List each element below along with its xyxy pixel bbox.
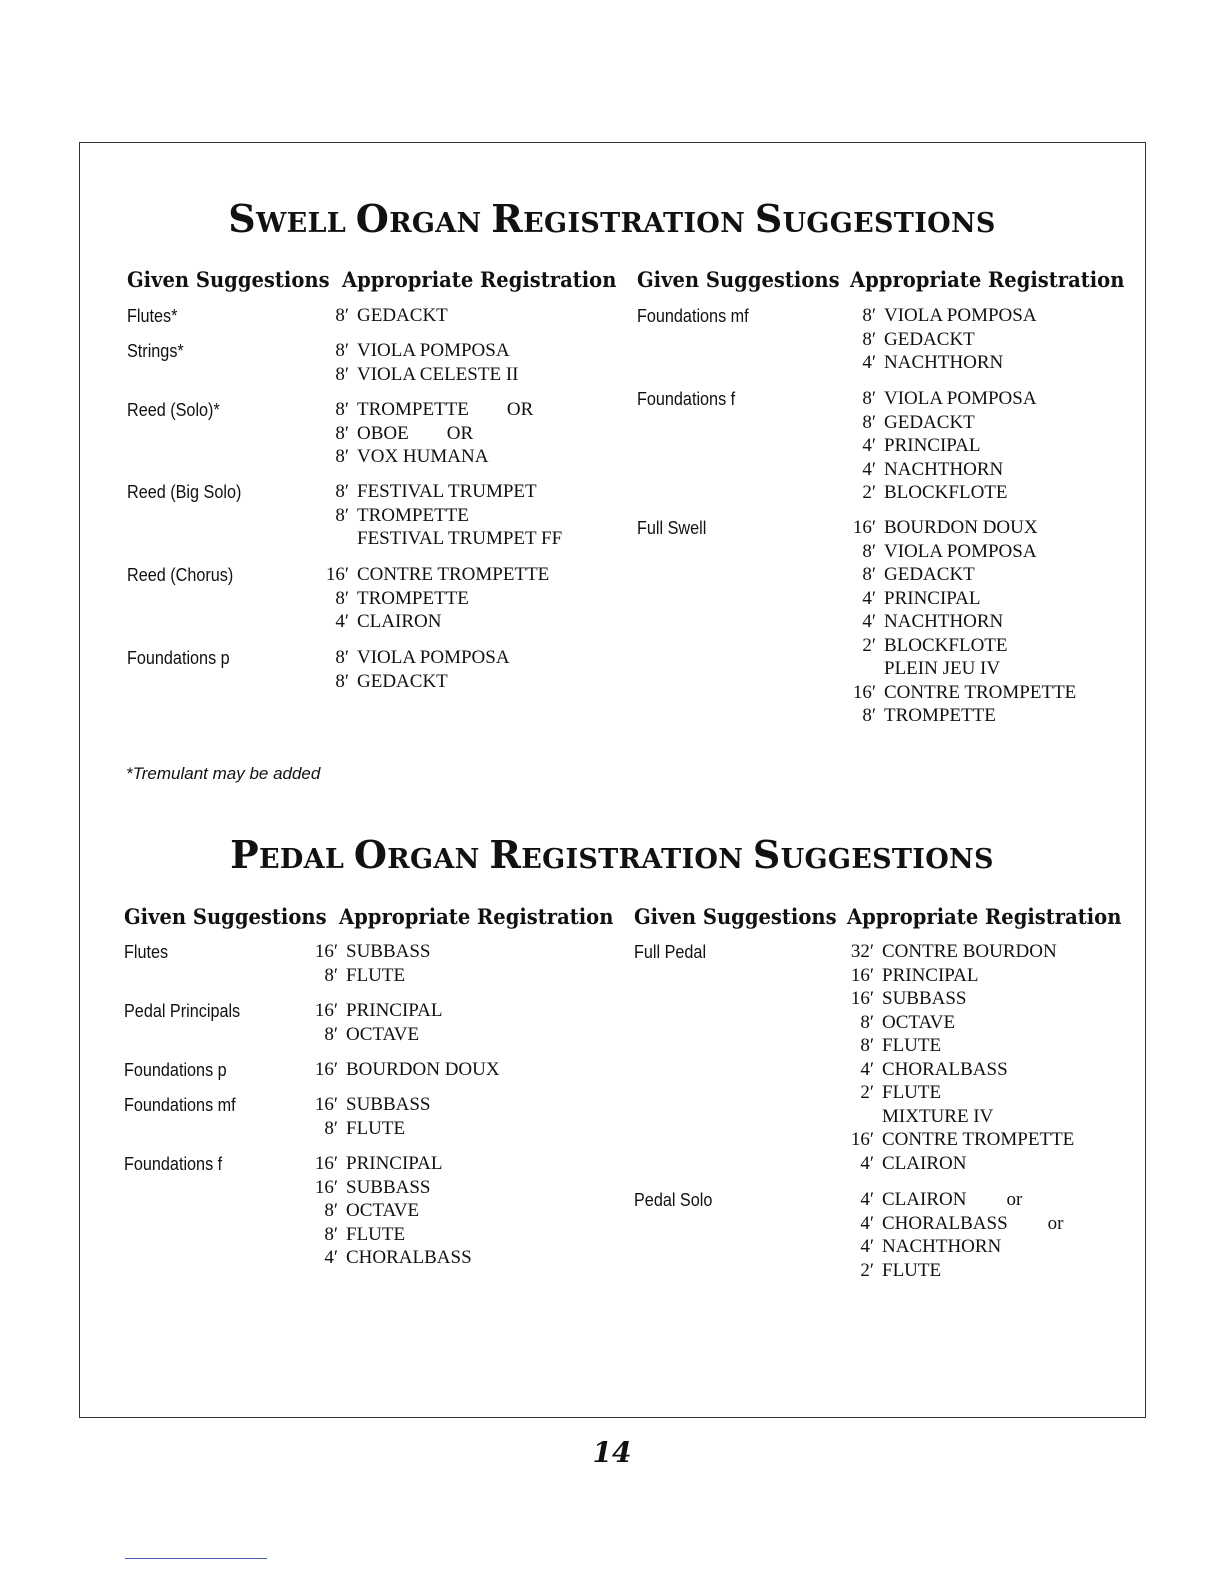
swell-reg-reed-big-solo: 8′ FESTIVAL TRUMPET 8′ TROMPETTE FESTIVAL TRUMPET FF bbox=[335, 481, 563, 549]
pedal-given-full-pedal: Full Pedal bbox=[634, 942, 707, 962]
swell-reg-flutes: 8′ GEDACKT bbox=[335, 305, 448, 326]
swell-given-foundations-p: Foundations p bbox=[127, 648, 230, 668]
pedal-header-given-right: Given Suggestions bbox=[634, 904, 837, 929]
pedal-reg-flutes: 16′ SUBBASS 8′ FLUTE bbox=[314, 941, 431, 986]
pedal-given-principals: Pedal Principals bbox=[124, 1001, 241, 1021]
swell-reg-reed-solo: 8′ TROMPETTE OR 8′ OBOE OR 8′ VOX HUMANA bbox=[335, 399, 534, 467]
swell-reg-strings: 8′ VIOLA POMPOSA 8′ VIOLA CELESTE II bbox=[335, 340, 519, 385]
swell-header-given-left: Given Suggestions bbox=[127, 267, 330, 292]
swell-given-foundations-f: Foundations f bbox=[637, 389, 736, 409]
swell-reg-foundations-f: 8′ VIOLA POMPOSA 8′ GEDACKT 4′ PRINCIPAL 4′ NACHTHORN 2′ BLOCKFLOTE bbox=[862, 388, 1037, 503]
swell-reg-foundations-p: 8′ VIOLA POMPOSA 8′ GEDACKT bbox=[335, 647, 510, 692]
swell-reg-reed-chorus: 16′ CONTRE TROMPETTE 8′ TROMPETTE 4′ CLAIRON bbox=[325, 564, 550, 632]
footer-rule bbox=[125, 1558, 267, 1559]
pedal-header-reg-left: Appropriate Registration bbox=[339, 904, 614, 929]
swell-given-reed-big-solo: Reed (Big Solo) bbox=[127, 482, 242, 502]
swell-given-strings: Strings* bbox=[127, 341, 184, 361]
pedal-given-flutes: Flutes bbox=[124, 942, 169, 962]
swell-given-flutes: Flutes* bbox=[127, 306, 178, 326]
pedal-header-given-left: Given Suggestions bbox=[124, 904, 327, 929]
pedal-reg-foundations-mf: 16′ SUBBASS 8′ FLUTE bbox=[314, 1094, 431, 1139]
swell-reg-foundations-mf: 8′ VIOLA POMPOSA 8′ GEDACKT 4′ NACHTHORN bbox=[862, 305, 1037, 373]
pedal-reg-foundations-f: 16′ PRINCIPAL 16′ SUBBASS 8′ OCTAVE 8′ FLUTE 4′ CHORALBASS bbox=[314, 1153, 472, 1268]
pedal-reg-pedal-solo: 4′ CLAIRON or 4′ CHORALBASS or 4′ NACHTHORN 2′ FLUTE bbox=[860, 1189, 1064, 1281]
page-number: 14 bbox=[592, 1436, 632, 1469]
swell-given-full-swell: Full Swell bbox=[637, 518, 707, 538]
swell-header-reg-left: Appropriate Registration bbox=[342, 267, 617, 292]
pedal-reg-full-pedal: 32′ CONTRE BOURDON 16′ PRINCIPAL 16′ SUBBASS 8′ OCTAVE 8′ FLUTE 4′ CHORALBASS 2′ FLUTE MIXTURE IV 16′ CONTRE TROMPETTE 4′ CLAIRON bbox=[850, 941, 1075, 1174]
pedal-given-foundations-p: Foundations p bbox=[124, 1060, 227, 1080]
tremulant-note: *Tremulant may be added bbox=[126, 764, 321, 783]
pedal-given-foundations-f: Foundations f bbox=[124, 1154, 223, 1174]
pedal-reg-principals: 16′ PRINCIPAL 8′ OCTAVE bbox=[314, 1000, 443, 1045]
pedal-reg-foundations-p: 16′ BOURDON DOUX bbox=[314, 1059, 500, 1080]
swell-given-reed-solo: Reed (Solo)* bbox=[127, 400, 220, 420]
pedal-header-reg-right: Appropriate Registration bbox=[847, 904, 1122, 929]
pedal-given-pedal-solo: Pedal Solo bbox=[634, 1190, 713, 1210]
swell-reg-full-swell: 16′ BOURDON DOUX 8′ VIOLA POMPOSA 8′ GEDACKT 4′ PRINCIPAL 4′ NACHTHORN 2′ BLOCKFLOTE PLEIN JEU IV 16′ CONTRE TROMPETTE 8′ TROMPETTE bbox=[852, 517, 1077, 726]
swell-given-foundations-mf: Foundations mf bbox=[637, 306, 749, 326]
pedal-title: PEDAL ORGAN REGISTRATION SUGGESTIONS bbox=[230, 832, 994, 877]
swell-header-given-right: Given Suggestions bbox=[637, 267, 840, 292]
swell-title: SWELL ORGAN REGISTRATION SUGGESTIONS bbox=[228, 196, 996, 241]
swell-header-reg-right: Appropriate Registration bbox=[850, 267, 1125, 292]
pedal-given-foundations-mf: Foundations mf bbox=[124, 1095, 236, 1115]
swell-given-reed-chorus: Reed (Chorus) bbox=[127, 565, 234, 585]
